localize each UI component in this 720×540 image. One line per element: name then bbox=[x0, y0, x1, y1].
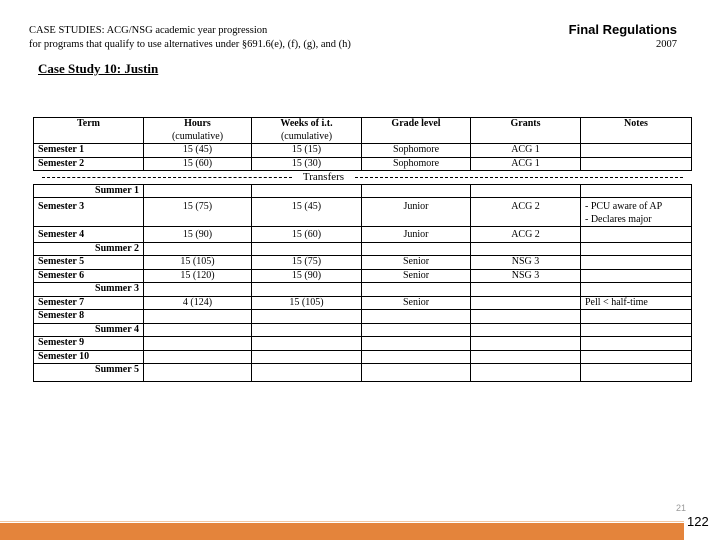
table-row bbox=[34, 227, 692, 243]
cell-grade bbox=[362, 283, 471, 297]
cell-term: Semester 1 bbox=[34, 144, 144, 158]
header-weeks bbox=[252, 118, 362, 144]
cell-notes bbox=[581, 310, 692, 324]
cell-hours: 15 (45) bbox=[144, 144, 252, 158]
cell-hours bbox=[144, 323, 252, 337]
cell-hours bbox=[144, 283, 252, 297]
table-row bbox=[34, 144, 692, 158]
cell-grade: Senior bbox=[362, 256, 471, 270]
cell-grade: Sophomore bbox=[362, 157, 471, 171]
table-row bbox=[34, 157, 692, 171]
header-line-1: CASE STUDIES: ACG/NSG academic year progression bbox=[29, 25, 268, 36]
cell-grants bbox=[471, 350, 581, 364]
note-line-1: - PCU aware of AP bbox=[585, 201, 663, 212]
table-row bbox=[34, 310, 692, 324]
progression-table bbox=[33, 117, 692, 382]
cell-hours bbox=[144, 364, 252, 382]
header-notes: Notes bbox=[581, 118, 692, 144]
cell-hours: 15 (90) bbox=[144, 227, 252, 243]
transfer-label: Transfers bbox=[302, 171, 345, 183]
cell-term: Semester 9 bbox=[34, 337, 144, 351]
cell-weeks bbox=[252, 184, 362, 198]
cell-term: Semester 8 bbox=[34, 310, 144, 324]
case-study-title: Case Study 10: Justin bbox=[38, 61, 159, 76]
cell-hours: 15 (120) bbox=[144, 269, 252, 283]
header-weeks-label: Weeks of i.t. bbox=[280, 118, 333, 129]
cell-term: Semester 6 bbox=[34, 269, 144, 283]
note-line-2: - Declares major bbox=[585, 213, 652, 225]
cell-grants bbox=[471, 323, 581, 337]
cell-term: Summer 2 bbox=[34, 242, 144, 256]
cell-hours: 15 (60) bbox=[144, 157, 252, 171]
table-row bbox=[34, 323, 692, 337]
cell-hours bbox=[144, 242, 252, 256]
cell-weeks bbox=[252, 350, 362, 364]
cell-weeks: 15 (60) bbox=[252, 227, 362, 243]
cell-grade: Junior bbox=[362, 198, 471, 227]
cell-weeks bbox=[252, 323, 362, 337]
cell-weeks: 15 (15) bbox=[252, 144, 362, 158]
header-hours-label: Hours bbox=[184, 118, 211, 129]
cell-grade bbox=[362, 337, 471, 351]
header-term: Term bbox=[34, 118, 144, 144]
dash-line-left bbox=[42, 177, 292, 178]
table-row bbox=[34, 269, 692, 283]
cell-grade: Junior bbox=[362, 227, 471, 243]
cell-notes bbox=[581, 337, 692, 351]
cell-term: Summer 5 bbox=[34, 364, 144, 382]
cell-term: Semester 2 bbox=[34, 157, 144, 171]
cell-notes bbox=[581, 227, 692, 243]
table-row bbox=[34, 256, 692, 270]
cell-grade bbox=[362, 242, 471, 256]
cell-term: Semester 4 bbox=[34, 227, 144, 243]
cell-grade: Senior bbox=[362, 269, 471, 283]
cell-weeks bbox=[252, 310, 362, 324]
cell-hours bbox=[144, 310, 252, 324]
cell-term: Summer 1 bbox=[34, 184, 144, 198]
regulations-label bbox=[569, 22, 677, 52]
cell-notes bbox=[581, 157, 692, 171]
cell-notes bbox=[581, 364, 692, 382]
table-row bbox=[34, 350, 692, 364]
cell-notes bbox=[581, 184, 692, 198]
cell-grants bbox=[471, 184, 581, 198]
cell-grants: NSG 3 bbox=[471, 256, 581, 270]
cell-notes bbox=[581, 350, 692, 364]
transfer-divider-row bbox=[34, 171, 692, 185]
transfer-divider bbox=[34, 171, 692, 185]
cell-weeks: 15 (30) bbox=[252, 157, 362, 171]
cell-notes bbox=[581, 256, 692, 270]
header-hours-sub: (cumulative) bbox=[171, 130, 224, 142]
cell-notes bbox=[581, 144, 692, 158]
cell-hours: 4 (124) bbox=[144, 296, 252, 310]
cell-term: Semester 5 bbox=[34, 256, 144, 270]
table-row bbox=[34, 296, 692, 310]
cell-weeks bbox=[252, 364, 362, 382]
table-row bbox=[34, 242, 692, 256]
footer-bar-highlight bbox=[0, 521, 684, 522]
regulations-year: 2007 bbox=[656, 39, 677, 50]
cell-notes bbox=[581, 269, 692, 283]
cell-grants bbox=[471, 296, 581, 310]
table-row bbox=[34, 364, 692, 382]
header-weeks-sub: (cumulative) bbox=[280, 130, 333, 142]
cell-grants bbox=[471, 337, 581, 351]
cell-grade bbox=[362, 350, 471, 364]
cell-weeks bbox=[252, 242, 362, 256]
cell-hours bbox=[144, 184, 252, 198]
page-number: 122 bbox=[687, 514, 709, 529]
cell-weeks: 15 (75) bbox=[252, 256, 362, 270]
cell-term: Summer 3 bbox=[34, 283, 144, 297]
cell-grade: Senior bbox=[362, 296, 471, 310]
cell-grants: ACG 1 bbox=[471, 157, 581, 171]
cell-grants bbox=[471, 283, 581, 297]
document-header bbox=[29, 24, 351, 52]
cell-grants: NSG 3 bbox=[471, 269, 581, 283]
footer-bar bbox=[0, 523, 684, 540]
cell-grants bbox=[471, 364, 581, 382]
cell-notes bbox=[581, 323, 692, 337]
header-line-2: for programs that qualify to use alternatives under §691.6(e), (f), (g), and (h) bbox=[29, 39, 351, 50]
cell-grants: ACG 1 bbox=[471, 144, 581, 158]
cell-notes bbox=[581, 283, 692, 297]
regulations-title: Final Regulations bbox=[568, 22, 677, 37]
cell-weeks: 15 (45) bbox=[252, 198, 362, 227]
cell-weeks bbox=[252, 283, 362, 297]
cell-weeks: 15 (105) bbox=[252, 296, 362, 310]
table-row bbox=[34, 283, 692, 297]
cell-hours bbox=[144, 350, 252, 364]
dash-line-right bbox=[355, 177, 683, 178]
slide-number: 21 bbox=[676, 503, 687, 513]
cell-grade bbox=[362, 323, 471, 337]
cell-hours: 15 (105) bbox=[144, 256, 252, 270]
cell-term: Semester 3 bbox=[34, 198, 144, 227]
cell-notes bbox=[581, 242, 692, 256]
cell-term: Semester 7 bbox=[34, 296, 144, 310]
header-hours bbox=[144, 118, 252, 144]
cell-grants bbox=[471, 242, 581, 256]
cell-hours: 15 (75) bbox=[144, 198, 252, 227]
header-grade: Grade level bbox=[362, 118, 471, 144]
cell-grants bbox=[471, 310, 581, 324]
cell-weeks: 15 (90) bbox=[252, 269, 362, 283]
cell-term: Summer 4 bbox=[34, 323, 144, 337]
cell-grade bbox=[362, 364, 471, 382]
cell-term: Semester 10 bbox=[34, 350, 144, 364]
cell-grants: ACG 2 bbox=[471, 198, 581, 227]
cell-grade bbox=[362, 310, 471, 324]
cell-weeks bbox=[252, 337, 362, 351]
cell-grants: ACG 2 bbox=[471, 227, 581, 243]
table-row bbox=[34, 184, 692, 198]
cell-hours bbox=[144, 337, 252, 351]
table-row bbox=[34, 337, 692, 351]
cell-grade: Sophomore bbox=[362, 144, 471, 158]
table-header-row bbox=[34, 118, 692, 144]
table-row bbox=[34, 198, 692, 227]
cell-notes: Pell < half-time bbox=[581, 296, 692, 310]
header-grants: Grants bbox=[471, 118, 581, 144]
cell-grade bbox=[362, 184, 471, 198]
cell-notes bbox=[581, 198, 692, 227]
